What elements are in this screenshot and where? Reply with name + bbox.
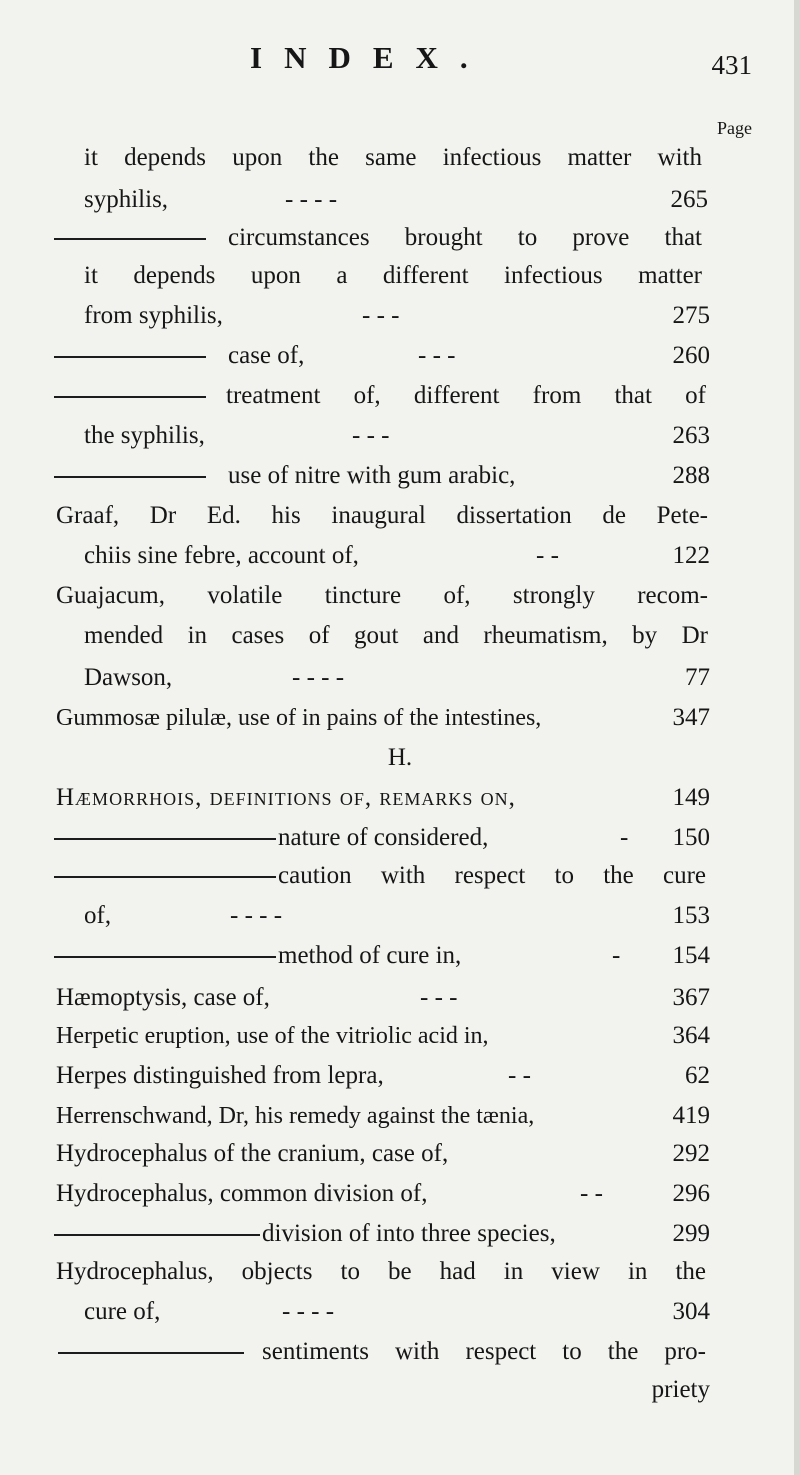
index-line [0, 416, 760, 456]
index-line [0, 818, 760, 858]
index-line [0, 658, 760, 698]
dot-leader: - - - - [282, 1298, 335, 1325]
dot-leader: - - - [362, 302, 400, 329]
entry-text: priety [651, 1376, 710, 1403]
dot-leader: - [620, 824, 629, 851]
entry-text: Hæmoptysis, case of, [56, 984, 270, 1011]
index-line [0, 1252, 760, 1292]
page-ref: 275 [672, 302, 710, 329]
index-line [0, 456, 760, 496]
page-ref: 296 [672, 1180, 710, 1207]
page-ref: 154 [672, 942, 710, 969]
entry-text: chiis sine febre, account of, [84, 542, 359, 569]
index-line [0, 1214, 760, 1254]
entry-text: it depends upon a different infectious matter [84, 262, 702, 289]
index-line [0, 180, 760, 220]
entry-text: caution with respect to the cure [278, 862, 706, 889]
index-line [0, 1134, 760, 1174]
dot-leader: - - - - [230, 902, 283, 929]
entry-text: Gummosæ pilulæ, use of in pains of the intestines, [56, 705, 542, 731]
ditto-rule [54, 356, 206, 358]
dot-leader: - - - - [292, 664, 345, 691]
page-ref: 149 [672, 784, 710, 811]
index-line [0, 896, 760, 936]
dot-leader: - - [536, 542, 559, 569]
entry-text: the syphilis, [84, 422, 205, 449]
entry-text: division of into three species, [262, 1220, 556, 1247]
index-line [0, 336, 760, 376]
index-line [0, 1056, 760, 1096]
page-number: 431 [711, 50, 752, 80]
entry-text: cure of, [84, 1298, 161, 1325]
index-line [0, 698, 760, 738]
entry-text: syphilis, [84, 186, 169, 213]
dot-leader: - [612, 942, 621, 969]
ditto-rule [58, 1352, 244, 1354]
page-ref: 304 [672, 1298, 710, 1325]
index-line [0, 778, 760, 818]
page-ref: 77 [685, 664, 710, 691]
index-line [0, 856, 760, 896]
ditto-rule [54, 838, 276, 840]
entry-text: Herrenschwand, Dr, his remedy against the tænia, [56, 1103, 535, 1129]
entry-text: circumstances brought to prove that [228, 224, 702, 251]
index-line [0, 218, 760, 258]
index-line [0, 256, 760, 296]
index-line [0, 1292, 760, 1332]
entry-text: Herpes distinguished from lepra, [56, 1062, 384, 1089]
dot-leader: - - - [352, 422, 390, 449]
entry-text: treatment of, different from that of [226, 382, 706, 409]
index-line [0, 1174, 760, 1214]
index-line [0, 978, 760, 1018]
entry-text: Hydrocephalus, common division of, [56, 1180, 428, 1207]
page-ref: 153 [672, 902, 710, 929]
dot-leader: - - [508, 1062, 531, 1089]
entry-text: from syphilis, [84, 302, 223, 329]
entry-text: Herpetic eruption, use of the vitriolic acid in, [56, 1023, 489, 1049]
index-line [0, 1370, 760, 1410]
ditto-rule [54, 876, 276, 878]
entry-text: Hæmorrhois, definitions of, remarks on, [56, 784, 516, 811]
dot-leader: - - - [418, 342, 456, 369]
page-ref: 122 [672, 542, 710, 569]
index-line [0, 576, 760, 616]
dot-leader: - - [580, 1180, 603, 1207]
page-ref: 62 [685, 1062, 710, 1089]
page-ref: 299 [672, 1220, 710, 1247]
entry-text: mended in cases of gout and rheumatism, by Dr [84, 622, 708, 649]
entry-text: it depends upon the same infectious matter with [84, 144, 702, 171]
entry-text: Dawson, [84, 664, 173, 691]
entry-text: of, [84, 902, 112, 929]
page-ref: 364 [672, 1022, 710, 1049]
entry-text: Hydrocephalus, objects to be had in view in the [56, 1258, 706, 1285]
index-line [0, 1096, 760, 1136]
ditto-rule [54, 476, 206, 478]
dot-leader: - - - - [285, 186, 338, 213]
index-line [0, 936, 760, 976]
entry-text: use of nitre with gum arabic, [228, 462, 516, 489]
page-ref: 265 [670, 186, 708, 213]
index-line [0, 496, 760, 536]
index-line [0, 296, 760, 336]
page-ref: 292 [672, 1140, 710, 1167]
page-ref: 419 [672, 1102, 710, 1129]
index-line [0, 616, 760, 656]
index-line [0, 1016, 760, 1056]
page-ref: 288 [672, 462, 710, 489]
index-line [0, 376, 760, 416]
page-ref: 347 [672, 704, 710, 731]
entry-text: Guajacum, volatile tincture of, strongly recom- [56, 582, 708, 609]
entry-text: nature of considered, [278, 824, 489, 851]
page-column-label: Page [717, 118, 752, 138]
page-ref: 367 [672, 984, 710, 1011]
index-line [0, 1332, 760, 1372]
entry-text: Graaf, Dr Ed. his inaugural dissertation de Pete- [56, 502, 708, 529]
index-line [0, 138, 760, 178]
entry-text: Hydrocephalus of the cranium, case of, [56, 1140, 449, 1167]
page-ref: 150 [672, 824, 710, 851]
page-ref: 260 [672, 342, 710, 369]
entry-text: sentiments with respect to the pro- [262, 1338, 706, 1365]
running-header: INDEX. [250, 40, 490, 75]
entry-text: method of cure in, [278, 942, 462, 969]
entry-text: case of, [228, 342, 305, 369]
ditto-rule [54, 396, 206, 398]
index-line [0, 536, 760, 576]
page-ref: 263 [672, 422, 710, 449]
ditto-rule [54, 956, 276, 958]
ditto-rule [54, 238, 206, 240]
section-letter: H. [387, 744, 413, 771]
dot-leader: - - - [420, 984, 458, 1011]
ditto-rule [54, 1234, 260, 1236]
